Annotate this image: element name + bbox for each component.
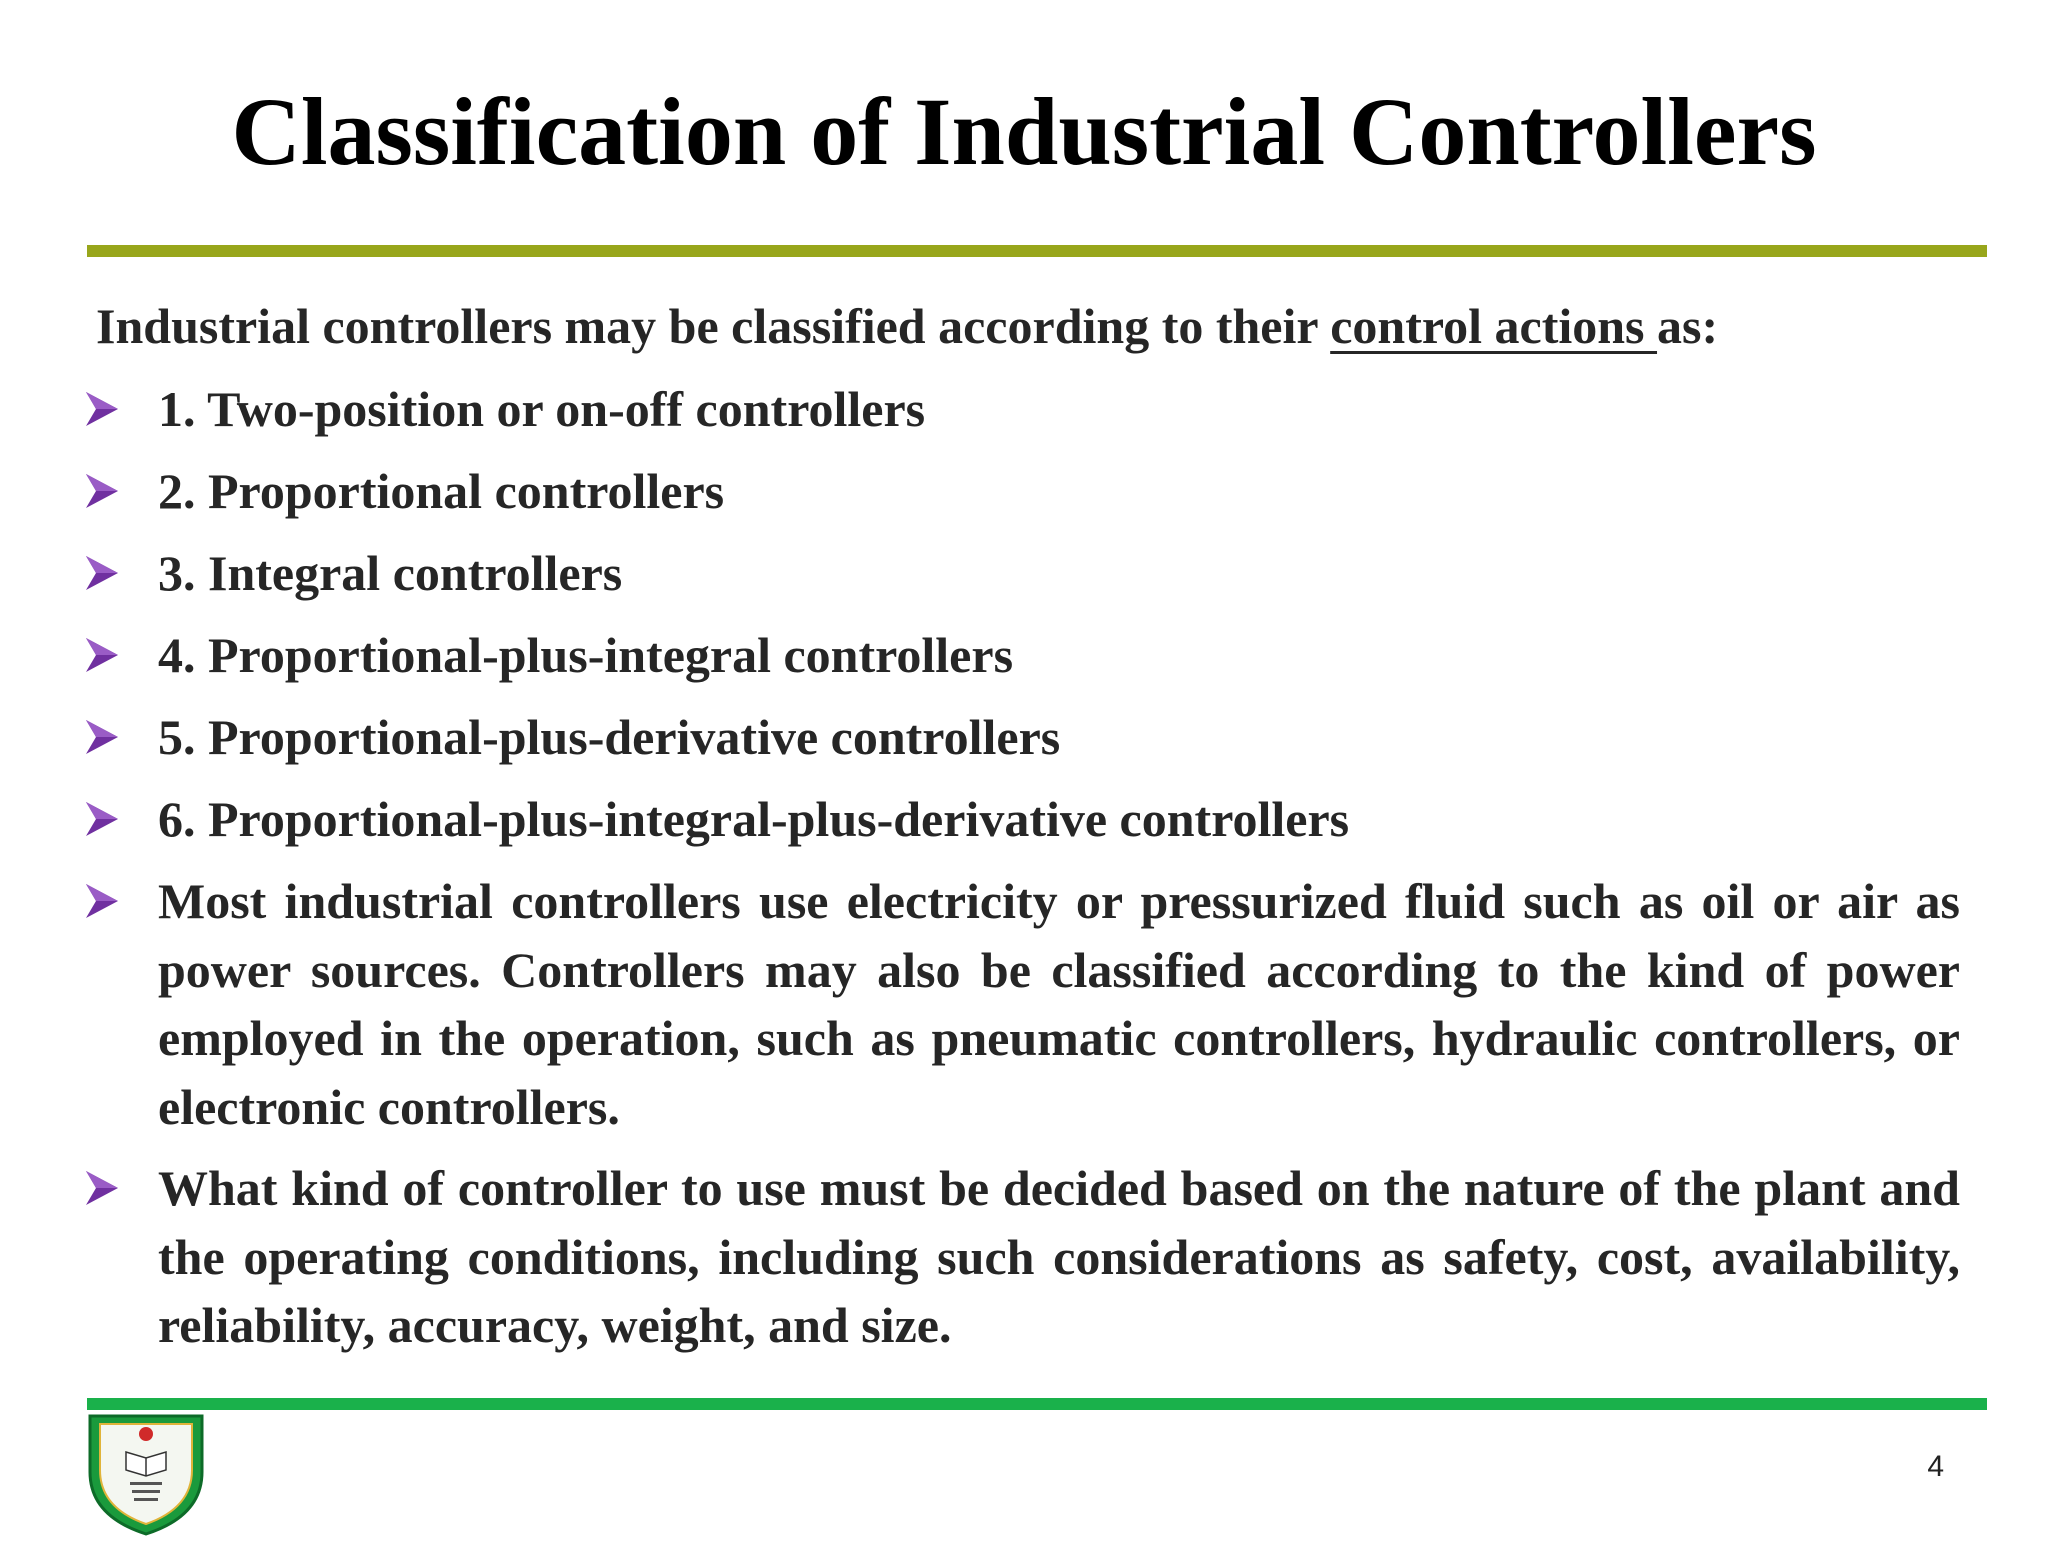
bullet-arrow-icon [84,1154,158,1222]
bullet-item-4 [84,621,1964,689]
bullet-arrow-icon [84,621,158,689]
top-divider [87,245,1987,257]
bullet-arrow-icon [84,539,158,607]
bullet-text: 2. Proportional controllers [158,463,725,519]
bullet-arrow-icon [84,457,158,525]
bullet-text: 6. Proportional-plus-integral-plus-derivative controllers [158,791,1350,847]
bullet-item-5 [84,703,1964,771]
intro-text [96,292,1976,360]
slide-title: Classification of Industrial Controllers [231,78,1817,185]
bullet-item-3 [84,539,1964,607]
bullet-text: 5. Proportional-plus-derivative controllers [158,709,1061,765]
page-number: 4 [1927,1450,1944,1483]
bullet-text: Most industrial controllers use electricity or pressurized fluid such as oil or air as power sources. Controllers may also be classified according to the kind of power employed in the operation, such as pneumatic controllers, hydraulic controllers, or electronic controllers. [158,873,1960,1135]
intro-suffix: as: [1657,298,1719,354]
bullet-item-2 [84,457,1964,525]
bullet-arrow-icon [84,703,158,771]
bullet-text: What kind of controller to use must be decided based on the nature of the plant and the operating conditions, including such considerations as safety, cost, availability, reliability, accuracy, weight, and size. [158,1160,1960,1353]
bottom-divider [87,1398,1987,1410]
bullet-arrow-icon [84,785,158,853]
intro-prefix: Industrial controllers may be classified according to their [96,298,1331,354]
bullet-text: 4. Proportional-plus-integral controllers [158,627,1014,683]
bullet-item-8 [84,1154,1960,1360]
bullet-arrow-icon [84,867,158,935]
bullet-item-1 [84,375,1964,443]
intro-underlined-term: control actions [1330,298,1658,354]
university-logo-icon [86,1412,206,1536]
bullet-arrow-icon [84,375,158,443]
bullet-item-7 [84,867,1960,1141]
bullet-text: 3. Integral controllers [158,545,623,601]
bullet-item-6 [84,785,1964,853]
bullet-text: 1. Two-position or on-off controllers [158,381,926,437]
